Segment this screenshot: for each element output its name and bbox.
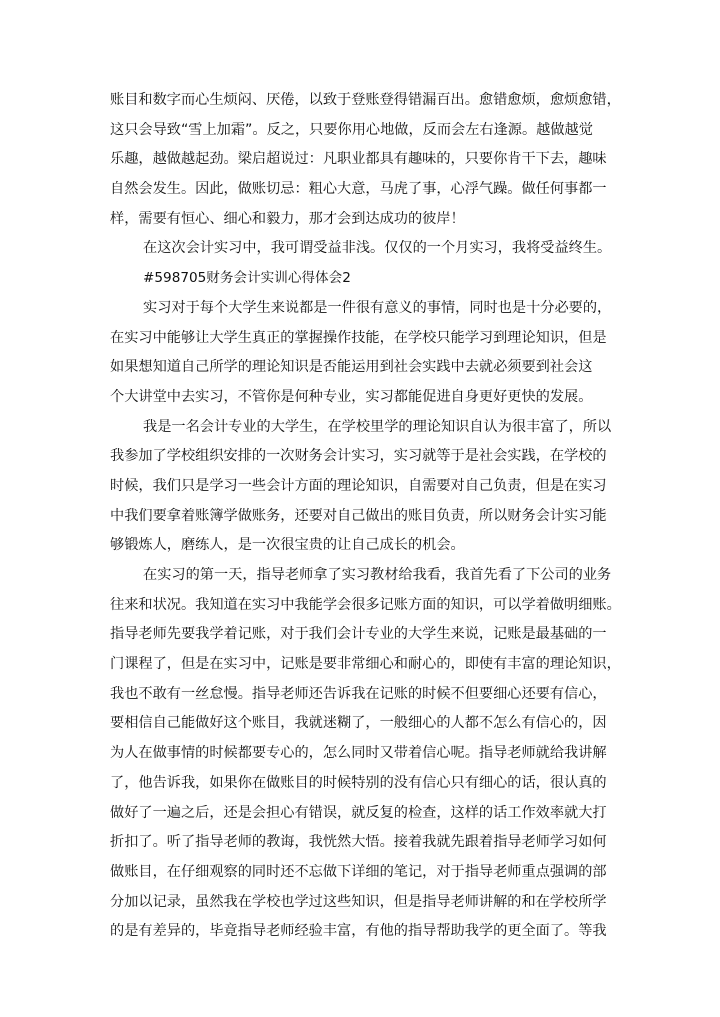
text-line: 在实习中能够让大学生真正的掌握操作技能，在学校只能学习到理论知识，但是 xyxy=(110,329,607,346)
text-line: 个大讲堂中去实习，不管你是何种专业，实习都能促进自身更好更快的发展。 xyxy=(110,388,593,405)
section-heading: #598705财务会计实训心得体会2 xyxy=(143,270,351,287)
paragraph-first-line: 在这次会计实习中，我可谓受益非浅。仅仅的一个月实习，我将受益终生。 xyxy=(143,240,612,257)
text-line: 中我们要拿着账簿学做账务，还要对自己做出的账目负责，所以财务会计实习能 xyxy=(110,507,607,524)
text-line: 账目和数字而心生烦闷、厌倦，以致于登账登得错漏百出。愈错愈烦，愈烦愈错， xyxy=(110,92,621,108)
text-line: 做好了一遍之后，还是会担心有错误，就反复的检查，这样的话工作效率就大打 xyxy=(110,804,607,821)
text-line: 样，需要有恒心、细心和毅力，那才会到达成功的彼岸！ xyxy=(110,210,465,227)
text-line: 要相信自己能做好这个账目，我就迷糊了，一般细心的人都不怎么有信心的，因 xyxy=(110,715,607,732)
paragraph-first-line: 实习对于每个大学生来说都是一件很有意义的事情，同时也是十分必要的， xyxy=(143,299,612,316)
text-line: 时候，我们只是学习一些会计方面的理论知识，自需要对自己负责，但是在实习 xyxy=(110,477,607,494)
text-line: 了，他告诉我，如果你在做账目的时候特别的没有信心只有细心的话，很认真的 xyxy=(110,774,607,791)
text-line: 指导老师先要我学着记账，对于我们会计专业的大学生来说，记账是最基础的一 xyxy=(110,626,607,643)
text-line: 为人在做事情的时候都要专心的，怎么同时又带着信心呢。指导老师就给我讲解 xyxy=(110,745,607,762)
text-line: 门课程了，但是在实习中，记账是要非常细心和耐心的，即使有丰富的理论知识， xyxy=(110,656,621,673)
paragraph-first-line: 在实习的第一天，指导老师拿了实习教材给我看，我首先看了下公司的业务 xyxy=(143,567,612,583)
paragraph-first-line: 我是一名会计专业的大学生，在学校里学的理论知识自认为很丰富了，所以 xyxy=(143,418,612,435)
text-line: 往来和状况。我知道在实习中我能学会很多记账方面的知识，可以学着做明细账。 xyxy=(110,596,621,613)
text-line: 够锻炼人，磨练人，是一次很宝贵的让自己成长的机会。 xyxy=(110,537,465,554)
document-body xyxy=(110,86,621,947)
text-line: 分加以记录，虽然我在学校也学过这些知识，但是指导老师讲解的和在学校所学 xyxy=(110,893,607,910)
text-line: 的是有差异的，毕竟指导老师经验丰富，有他的指导帮助我学的更全面了。等我 xyxy=(110,923,607,940)
text-line: 乐趣，越做越起劲。梁启超说过：凡职业都具有趣味的，只要你肯干下去，趣味 xyxy=(110,151,607,168)
text-line: 我也不敢有一丝怠慢。指导老师还告诉我在记账的时候不但要细心还要有信心， xyxy=(110,685,607,702)
text-line: 自然会发生。因此，做账切忌：粗心大意，马虎了事，心浮气躁。做任何事都一 xyxy=(110,181,607,198)
text-line: 如果想知道自己所学的理论知识是否能运用到社会实践中去就必须要到社会这 xyxy=(110,359,593,376)
text-line: 我参加了学校组织安排的一次财务会计实习，实习就等于是社会实践，在学校的 xyxy=(110,448,607,465)
text-line: 这只会导致“雪上加霜”。反之，只要你用心地做，反而会左右逢源。越做越觉 xyxy=(110,121,593,138)
text-line: 做账目，在仔细观察的同时还不忘做下详细的笔记，对于指导老师重点强调的部 xyxy=(110,863,607,880)
text-line: 折扣了。听了指导老师的教诲，我恍然大悟。接着我就先跟着指导老师学习如何 xyxy=(110,834,607,851)
